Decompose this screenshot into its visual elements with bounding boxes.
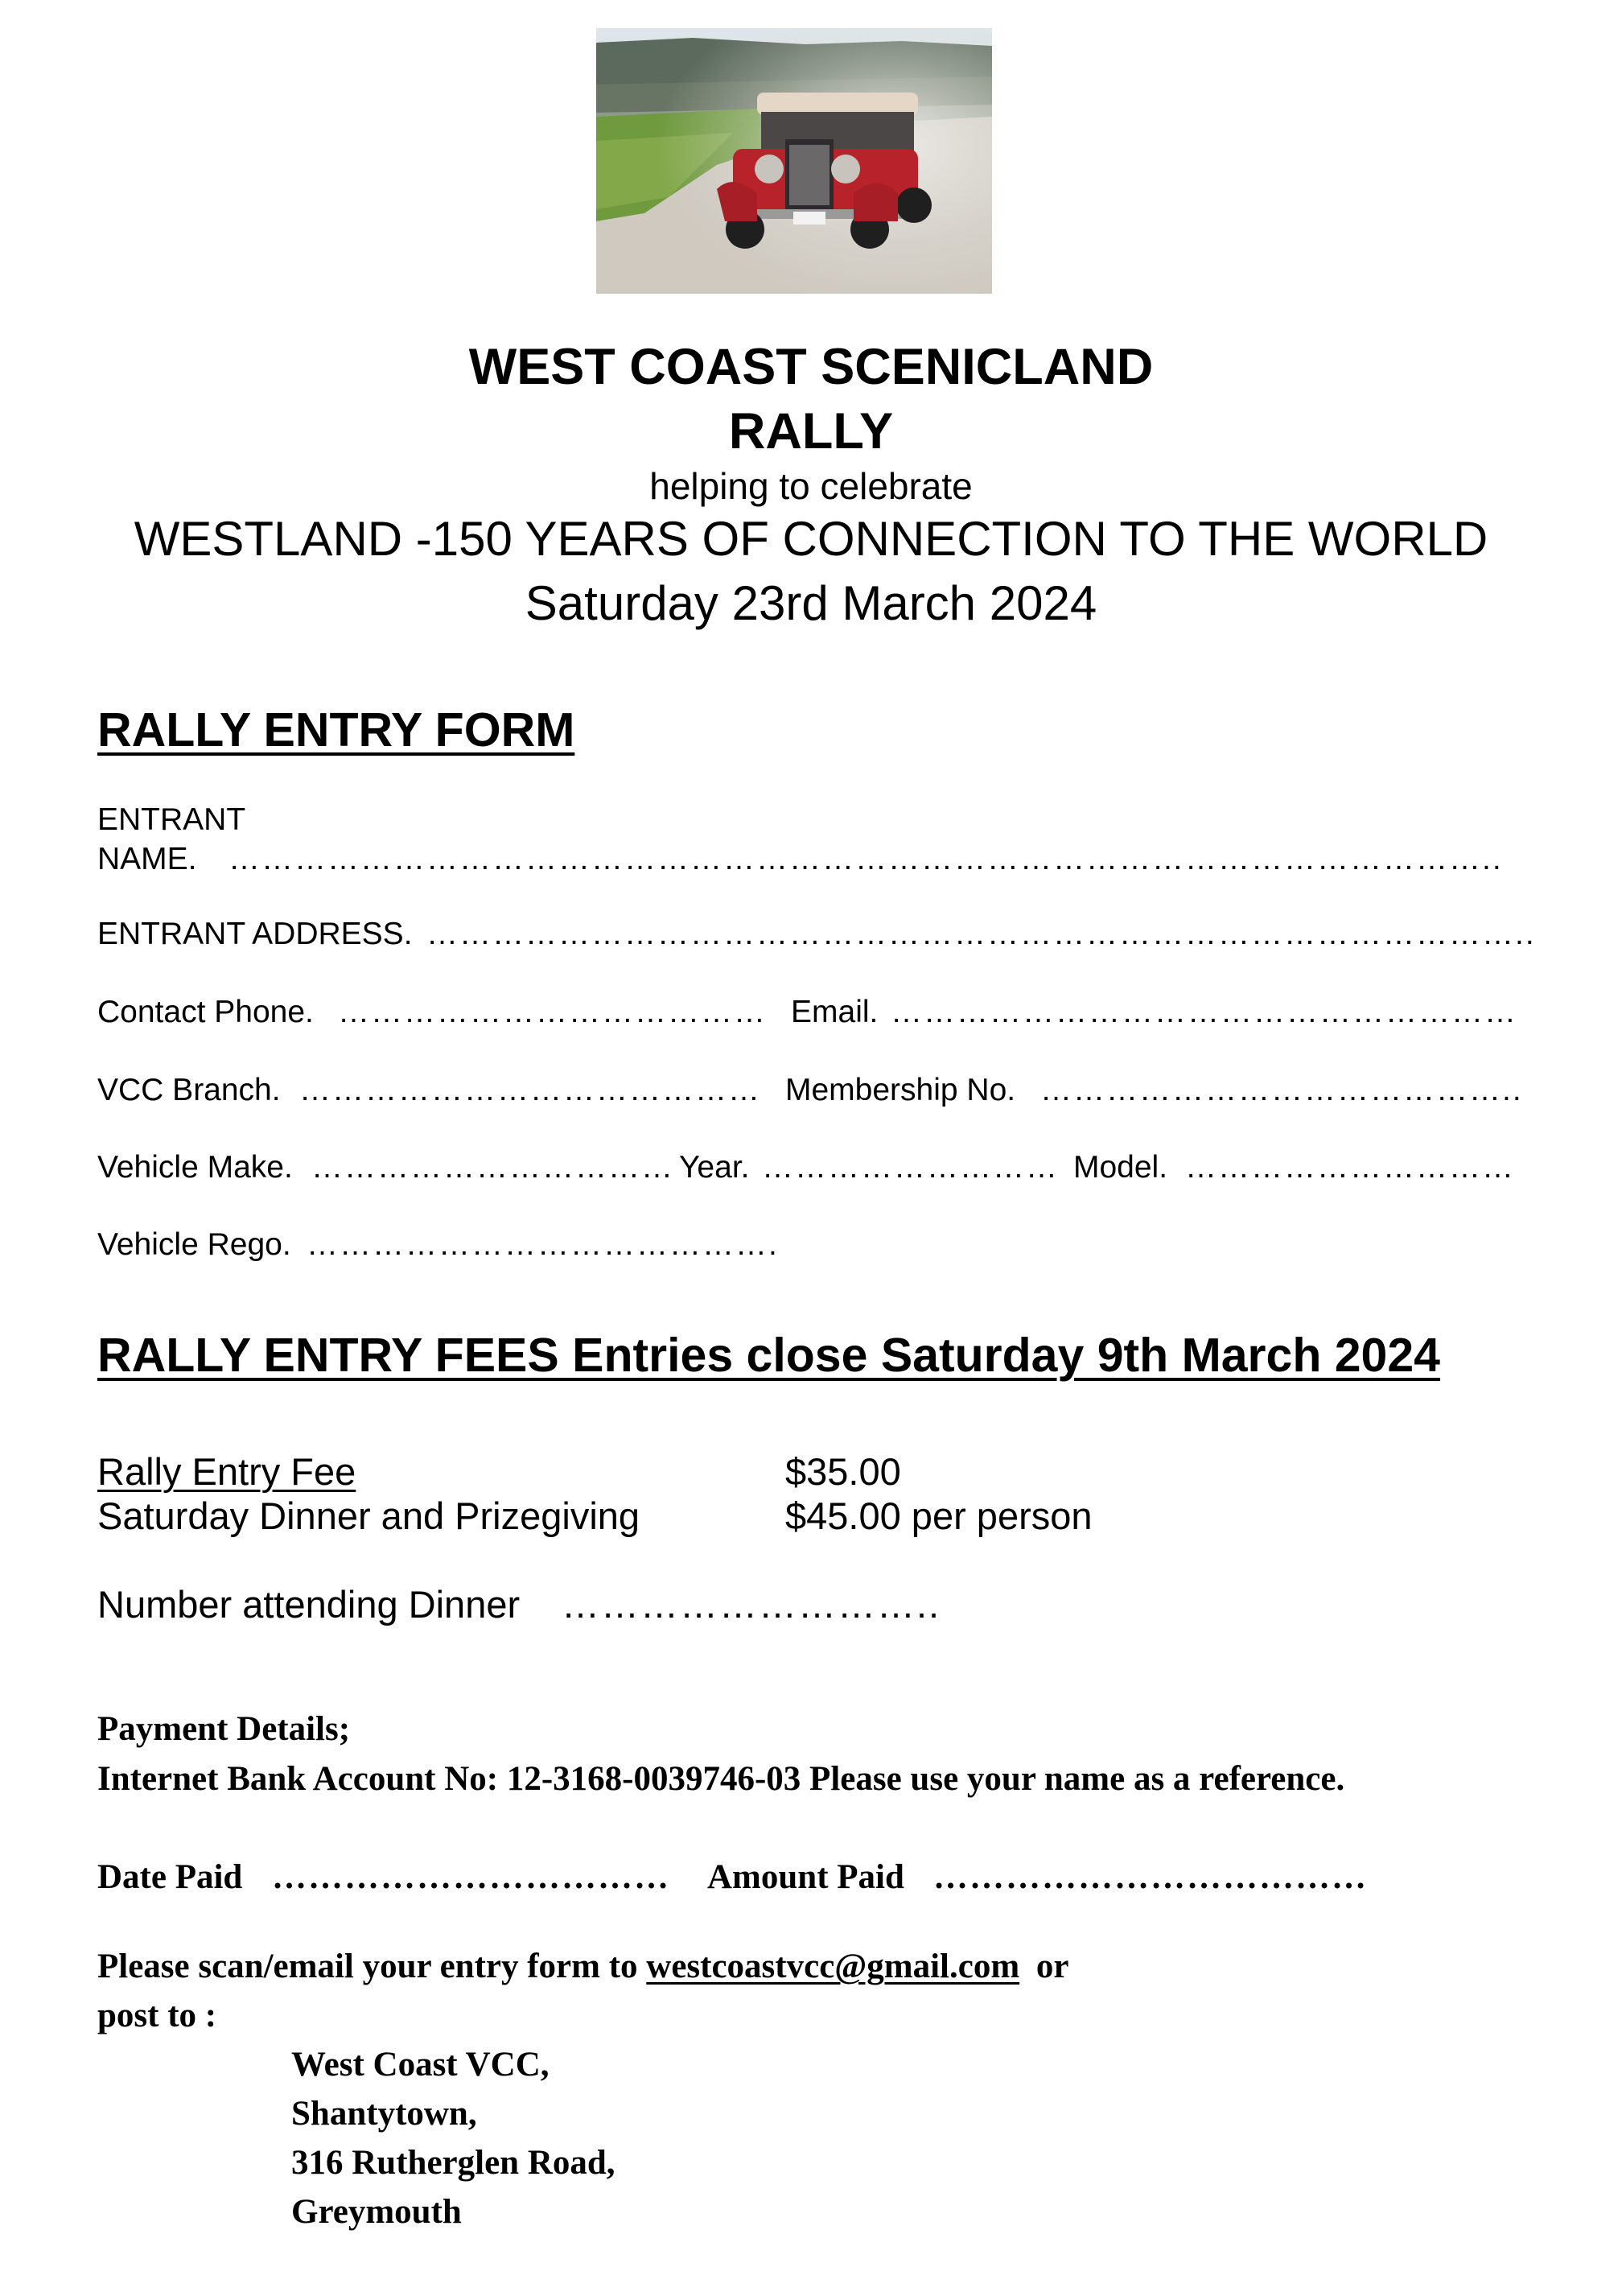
membership-label: Membership No. [785, 1073, 1016, 1107]
address-line-3: 316 Rutherglen Road, [291, 2144, 615, 2182]
vehicle-rego-field[interactable]: ……………………………………. [307, 1227, 779, 1262]
email-field[interactable]: ………………………………………………… [891, 995, 1517, 1029]
vcc-branch-field[interactable]: …………………………………… [299, 1073, 761, 1107]
vehicle-make-label: Vehicle Make. [97, 1150, 293, 1185]
post-to-label: post to : [97, 1997, 217, 2034]
address-line-1: West Coast VCC, [291, 2046, 550, 2084]
entrant-name-label-2: NAME. [97, 842, 197, 876]
year-field[interactable]: ……………………… [762, 1150, 1059, 1185]
payment-details-label: Payment Details; [97, 1710, 351, 1748]
email-label: Email. [791, 995, 879, 1029]
model-label: Model. [1073, 1150, 1168, 1185]
membership-field[interactable]: …………………………………….. [1040, 1073, 1523, 1107]
title-line-1: WEST COAST SCENICLAND [468, 339, 1154, 395]
dinner-label: Saturday Dinner and Prizegiving [97, 1494, 640, 1537]
bank-account-line: Internet Bank Account No: 12-3168-0039746-03 Please use your name as a reference. [97, 1760, 1345, 1798]
date-paid-label: Date Paid [97, 1858, 243, 1896]
entrant-address-field[interactable]: ……………………………………………………………………………………….. [426, 917, 1536, 951]
event-date: Saturday 23rd March 2024 [525, 576, 1097, 630]
model-field[interactable]: ………………………… [1185, 1150, 1515, 1185]
rally-car-photo [596, 28, 992, 294]
email-instruction-prefix: Please scan/email your entry form to [97, 1948, 638, 1985]
entry-fees-heading: RALLY ENTRY FEES Entries close Saturday 9th March 2024 [97, 1329, 1440, 1382]
theme-line: WESTLAND -150 YEARS OF CONNECTION TO THE WORLD [134, 512, 1488, 566]
title-line-2: RALLY [728, 403, 894, 460]
entrant-address-label: ENTRANT ADDRESS. [97, 917, 413, 951]
attending-dinner-label: Number attending Dinner [97, 1583, 521, 1626]
subtitle: helping to celebrate [649, 465, 973, 507]
contact-phone-label: Contact Phone. [97, 995, 314, 1029]
email-instruction [97, 1942, 1069, 1992]
email-instruction-suffix: or [1035, 1948, 1069, 1985]
entrant-name-field[interactable]: …………………………………………………………………………………………………….. [228, 842, 1503, 876]
email-link[interactable]: westcoastvcc@gmail.com [646, 1948, 1020, 1985]
entry-form-heading: RALLY ENTRY FORM [97, 703, 575, 756]
address-line-2: Shantytown, [291, 2095, 477, 2133]
vehicle-rego-label: Vehicle Rego. [97, 1227, 291, 1262]
entrant-name-label-1: ENTRANT [97, 802, 246, 837]
date-paid-field[interactable]: …………………………… [272, 1858, 670, 1896]
amount-paid-label: Amount Paid [707, 1858, 904, 1896]
year-label: Year. [679, 1150, 750, 1185]
dinner-value: $45.00 per person [785, 1494, 1093, 1537]
vehicle-make-field[interactable]: …………………………… [311, 1150, 674, 1185]
amount-paid-field[interactable]: ……………………………… [933, 1858, 1368, 1896]
rally-fee-label: Rally Entry Fee [97, 1450, 356, 1493]
vcc-branch-label: VCC Branch. [97, 1073, 281, 1107]
attending-dinner-field[interactable]: ……………………….. [562, 1583, 941, 1626]
contact-phone-field[interactable]: ………………………………… [338, 995, 767, 1029]
address-line-4: Greymouth [291, 2193, 462, 2231]
rally-fee-value: $35.00 [785, 1450, 901, 1493]
